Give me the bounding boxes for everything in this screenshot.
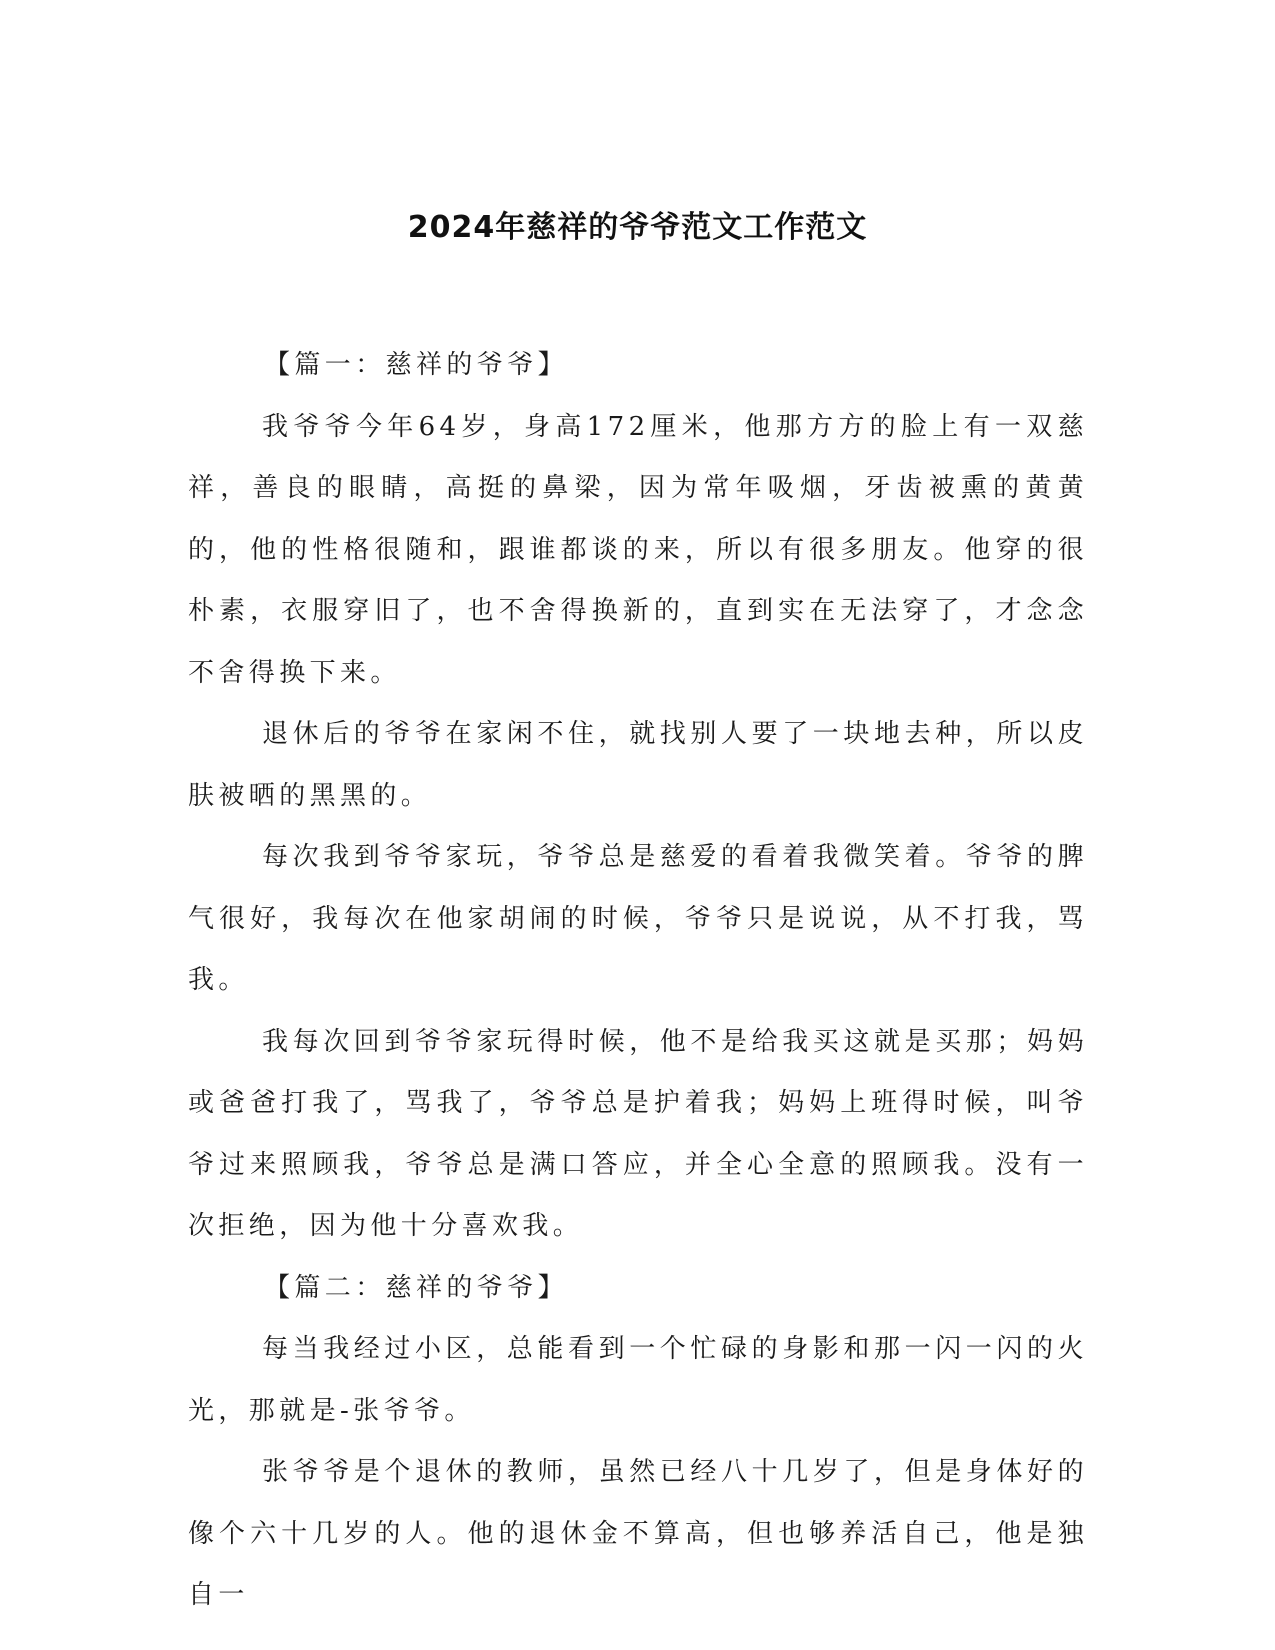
body-paragraph: 张爷爷是个退休的教师，虽然已经八十几岁了，但是身体好的像个六十几岁的人。他的退休金不算高，但也够养活自己，他是独自一 — [188, 1457, 1088, 1610]
body-paragraph: 每次我到爷爷家玩，爷爷总是慈爱的看着我微笑着。爷爷的脾气很好，我每次在他家胡闹的时候，爷爷只是说说，从不打我，骂我。 — [188, 842, 1088, 995]
body-paragraph: 每当我经过小区，总能看到一个忙碌的身影和那一闪一闪的火光，那就是-张爷爷。 — [188, 1334, 1088, 1426]
body-paragraph: 我爷爷今年64岁，身高172厘米，他那方方的脸上有一双慈祥，善良的眼睛，高挺的鼻梁，因为常年吸烟，牙齿被熏的黄黄的，他的性格很随和，跟谁都谈的来，所以有很多朋友。他穿的很朴素，衣服穿旧了，也不舍得换新的，直到实在无法穿了，才念念不舍得换下来。 — [188, 411, 1088, 688]
body-paragraph: 我每次回到爷爷家玩得时候，他不是给我买这就是买那；妈妈或爸爸打我了，骂我了，爷爷总是护着我；妈妈上班得时候，叫爷爷过来照顾我，爷爷总是满口答应，并全心全意的照顾我。没有一次拒绝，因为他十分喜欢我。 — [188, 1026, 1088, 1241]
document-body — [188, 335, 1088, 1627]
body-paragraph: 退休后的爷爷在家闲不住，就找别人要了一块地去种，所以皮肤被晒的黑黑的。 — [188, 719, 1088, 811]
document-title: 2024年慈祥的爷爷范文工作范文 — [407, 210, 868, 245]
section-heading: 【篇二：慈祥的爷爷】 — [264, 1272, 569, 1303]
section-heading: 【篇一：慈祥的爷爷】 — [264, 350, 569, 380]
